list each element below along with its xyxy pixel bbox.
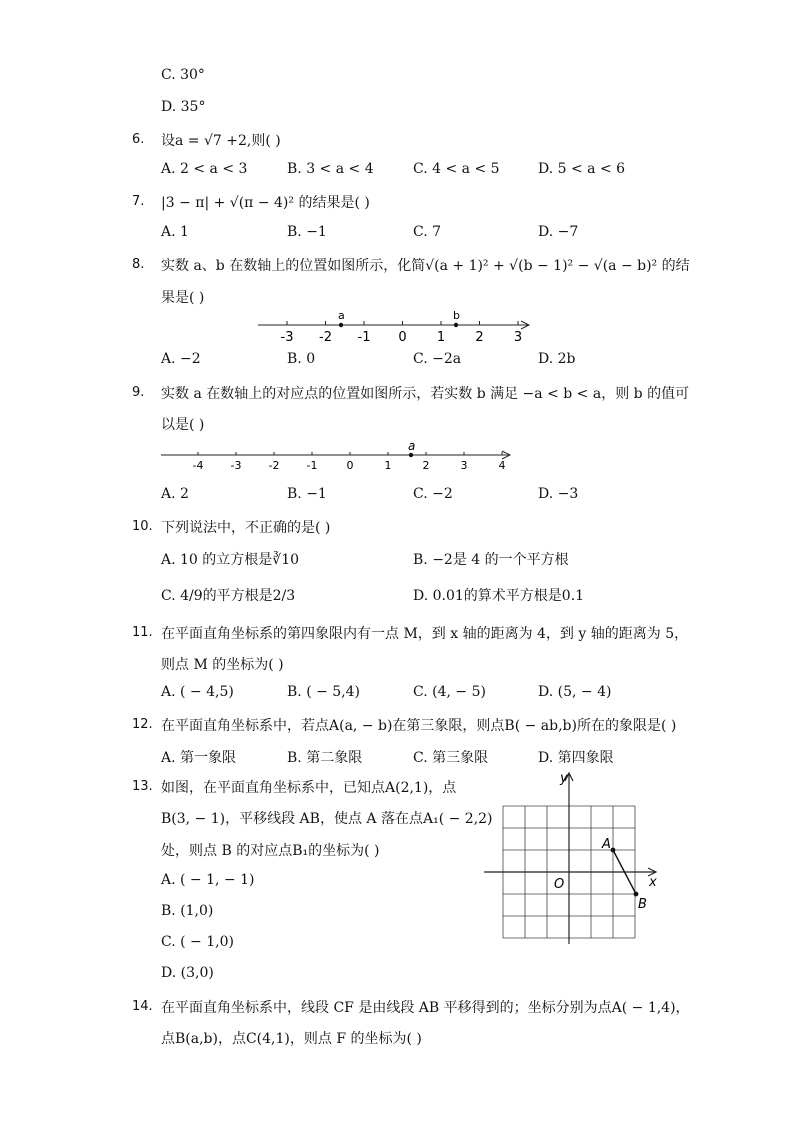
q9-option-b[interactable]: B. −1 <box>287 486 327 502</box>
axis-tick-label: -2 <box>268 459 280 472</box>
q9-option-c[interactable]: C. −2 <box>413 486 453 502</box>
question-number: 12. <box>132 717 153 732</box>
q9-option-a[interactable]: A. 2 <box>161 486 189 502</box>
q11-option-b[interactable]: B. ( − 5,4) <box>287 684 361 700</box>
q11-option-a[interactable]: A. ( − 4,5) <box>161 684 234 700</box>
q12-stem: 在平面直角坐标系中，若点A(a, − b)在第三象限，则点B( − ab,b)所在的象限是( ) <box>161 718 677 734</box>
x-axis-label: x <box>649 875 657 890</box>
q13-option-a[interactable]: A. ( − 1, − 1) <box>161 872 255 888</box>
q12-option-c[interactable]: C. 第三象限 <box>413 750 489 766</box>
q13-coordinate-grid <box>480 768 665 953</box>
axis-tick-label: 2 <box>422 459 430 472</box>
axis-tick-label: 3 <box>460 459 468 472</box>
question-number: 7. <box>132 194 145 209</box>
q13-option-b[interactable]: B. (1,0) <box>161 903 214 919</box>
question-number: 14. <box>132 999 153 1014</box>
q10-stem: 下列说法中，不正确的是( ) <box>161 520 331 536</box>
q9-number-line <box>155 437 520 473</box>
q6-option-c[interactable]: C. 4 < a < 5 <box>413 161 500 177</box>
question-number: 8. <box>132 257 145 272</box>
q8-option-c[interactable]: C. −2a <box>413 351 462 367</box>
axis-tick-label: 2 <box>475 330 484 345</box>
axis-tick-label: 0 <box>346 459 354 472</box>
q5-option-d[interactable]: D. 35° <box>161 99 206 115</box>
q7-option-d[interactable]: D. −7 <box>538 224 579 240</box>
q13-option-d[interactable]: D. (3,0) <box>161 965 214 981</box>
q10-option-d[interactable]: D. 0.01的算术平方根是0.1 <box>413 588 585 604</box>
q11-option-d[interactable]: D. (5, − 4) <box>538 684 612 700</box>
q12-option-b[interactable]: B. 第二象限 <box>287 750 363 766</box>
q8-option-d[interactable]: D. 2b <box>538 351 576 367</box>
axis-tick-label: -4 <box>192 459 204 472</box>
q6-option-a[interactable]: A. 2 < a < 3 <box>161 161 248 177</box>
axis-tick-label: 0 <box>398 330 407 345</box>
q7-stem: |3 − π| + √(π − 4)² 的结果是( ) <box>161 195 370 211</box>
question-number: 11. <box>132 625 153 640</box>
q10-option-c[interactable]: C. 4/9的平方根是2/3 <box>161 588 296 604</box>
q14-stem-line1: 在平面直角坐标系中，线段 CF 是由线段 AB 平移得到的；坐标分别为点A( − 1,4)， <box>161 1000 690 1016</box>
axis-tick-label: -1 <box>357 330 371 345</box>
q11-option-c[interactable]: C. (4, − 5) <box>413 684 486 700</box>
q13-stem-line2: B(3, − 1)，平移线段 AB，使点 A 落在点A₁( − 2,2) <box>161 811 493 827</box>
q6-option-b[interactable]: B. 3 < a < 4 <box>287 161 374 177</box>
q7-option-a[interactable]: A. 1 <box>161 224 189 240</box>
axis-tick-label: 4 <box>498 459 506 472</box>
q11-stem-line2: 则点 M 的坐标为( ) <box>161 657 284 673</box>
y-axis-label: y <box>560 771 568 786</box>
origin-label: O <box>554 877 565 892</box>
q7-option-b[interactable]: B. −1 <box>287 224 327 240</box>
q10-option-a[interactable]: A. 10 的立方根是∛10 <box>161 552 300 568</box>
point-b-dot <box>454 323 458 327</box>
point-a-label: a <box>338 309 345 322</box>
q13-option-c[interactable]: C. ( − 1,0) <box>161 934 234 950</box>
axis-tick-label: -1 <box>306 459 318 472</box>
point-b-dot <box>634 892 639 897</box>
axis-tick-label: 1 <box>384 459 392 472</box>
point-a-dot <box>339 323 343 327</box>
q9-option-d[interactable]: D. −3 <box>538 486 579 502</box>
q12-option-d[interactable]: D. 第四象限 <box>538 750 614 766</box>
axis-tick-label: -2 <box>319 330 332 345</box>
q7-option-c[interactable]: C. 7 <box>413 224 442 240</box>
question-number: 13. <box>132 779 153 794</box>
q8-stem-line1: 实数 a、b 在数轴上的位置如图所示，化简√(a + 1)² + √(b − 1)² − √(a − b)² 的结 <box>161 258 690 274</box>
point-b-label: b <box>453 309 460 322</box>
axis-tick-label: -3 <box>280 330 294 345</box>
q9-stem-line2: 以是( ) <box>161 417 205 433</box>
point-a-dot <box>409 453 413 457</box>
q5-option-c[interactable]: C. 30° <box>161 67 205 83</box>
q6-option-d[interactable]: D. 5 < a < 6 <box>538 161 626 177</box>
q11-stem-line1: 在平面直角坐标系的第四象限内有一点 M，到 x 轴的距离为 4，到 y 轴的距离为 5， <box>161 626 689 642</box>
q13-stem-line3: 处，则点 B 的对应点B₁的坐标为( ) <box>161 843 380 859</box>
q14-stem-line2: 点B(a,b)，点C(4,1)，则点 F 的坐标为( ) <box>161 1031 422 1047</box>
q13-stem-line1: 如图，在平面直角坐标系中，已知点A(2,1)，点 <box>161 780 457 796</box>
point-a-dot <box>611 848 616 853</box>
point-a-label: A <box>602 837 611 852</box>
q8-option-b[interactable]: B. 0 <box>287 351 316 367</box>
q8-option-a[interactable]: A. −2 <box>161 351 201 367</box>
axis-tick-label: -3 <box>230 459 242 472</box>
q6-stem: 设a = √7 +2,则( ) <box>161 133 281 149</box>
axis-tick-label: 1 <box>436 330 446 345</box>
point-a-label: a <box>408 439 416 453</box>
question-number: 9. <box>132 385 145 400</box>
q10-option-b[interactable]: B. −2是 4 的一个平方根 <box>413 552 569 568</box>
point-b-label: B <box>638 897 647 912</box>
axis-tick-label: 3 <box>513 330 523 345</box>
q9-stem-line1: 实数 a 在数轴上的对应点的位置如图所示，若实数 b 满足 −a < b < a，则 b 的值可 <box>161 386 690 402</box>
q8-number-line <box>250 306 540 346</box>
question-number: 6. <box>132 132 145 147</box>
q8-stem-line2: 果是( ) <box>161 290 205 306</box>
q12-option-a[interactable]: A. 第一象限 <box>161 750 237 766</box>
question-number: 10. <box>132 519 153 534</box>
